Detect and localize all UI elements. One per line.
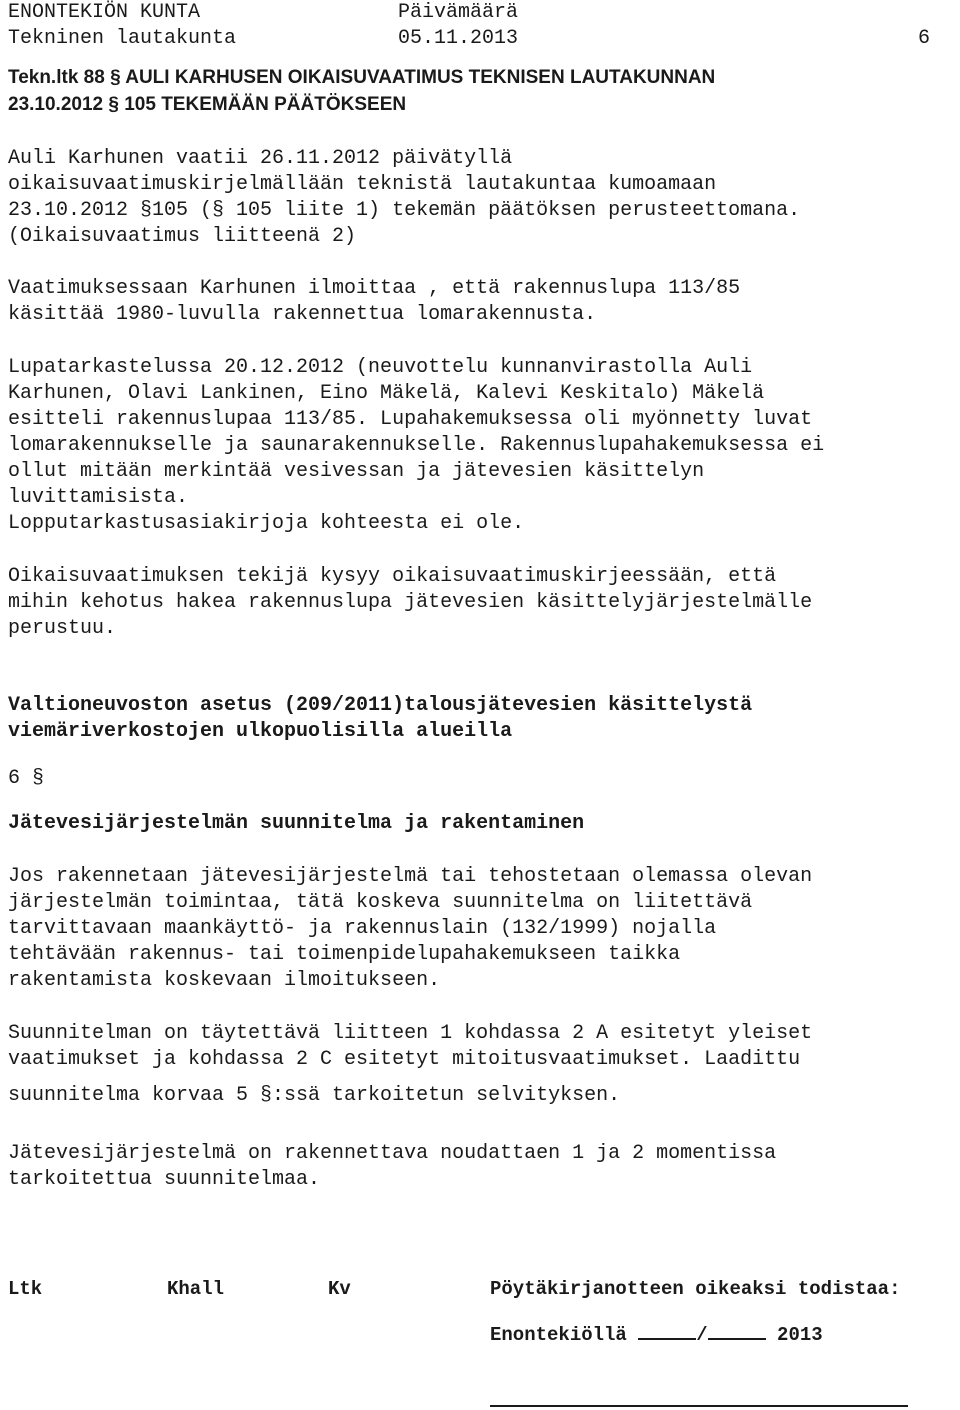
p2-line: Vaatimuksessaan Karhunen ilmoittaa , että rakennuslupa 113/85 (8, 277, 741, 300)
title-line-1: Tekn.ltk 88 § AULI KARHUSEN OIKAISUVAATIMUS TEKNISEN LAUTAKUNNAN (8, 67, 716, 88)
r1-line: tehtävään rakennus- tai toimenpidelupahakemukseen taikka (8, 943, 681, 966)
p4-line: perustuu. (8, 617, 117, 640)
date-label: Päivämäärä (398, 1, 519, 24)
page-number: 6 (918, 27, 931, 50)
section-subheading: Jätevesijärjestelmän suunnitelma ja rakentaminen (8, 812, 585, 835)
footer-khall: Khall (167, 1278, 225, 1300)
p3-line: Lopputarkastusasiakirjoja kohteesta ei ole. (8, 512, 525, 535)
date-separator: / (696, 1324, 708, 1346)
p2-line: käsittää 1980-luvulla rakennettua lomarakennusta. (8, 303, 597, 326)
p4-line: Oikaisuvaatimuksen tekijä kysyy oikaisuvaatimuskirjeessään, että (8, 565, 777, 588)
footer-ltk: Ltk (8, 1278, 43, 1300)
regulation-heading: Valtioneuvoston asetus (209/2011)talousjätevesien käsittelystä (8, 694, 753, 717)
org-name: ENONTEKIÖN KUNTA (8, 1, 201, 24)
r2-line: Suunnitelman on täytettävä liitteen 1 kohdassa 2 A esitetyt yleiset (8, 1022, 813, 1045)
board-name: Tekninen lautakunta (8, 27, 237, 50)
p1-line: 23.10.2012 §105 (§ 105 liite 1) tekemän päätöksen perusteettomana. (8, 199, 801, 222)
signature-line (490, 1405, 908, 1407)
meeting-date: 05.11.2013 (398, 27, 519, 50)
p1-line: Auli Karhunen vaatii 26.11.2012 päivätyllä (8, 147, 513, 170)
r3-line: tarkoitettua suunnitelmaa. (8, 1168, 321, 1191)
title-line-2: 23.10.2012 § 105 TEKEMÄÄN PÄÄTÖKSEEN (8, 94, 407, 115)
section-number: 6 § (8, 767, 45, 790)
regulation-heading: viemäriverkostojen ulkopuolisilla alueilla (8, 720, 513, 743)
r2-line: suunnitelma korvaa 5 §:ssä tarkoitetun selvityksen. (8, 1084, 621, 1107)
r1-line: järjestelmän toimintaa, tätä koskeva suunnitelma on liitettävä (8, 891, 753, 914)
r2-line: vaatimukset ja kohdassa 2 C esitetyt mitoitusvaatimukset. Laadittu (8, 1048, 801, 1071)
r1-line: tarvittavaan maankäyttö- ja rakennuslain (132/1999) nojalla (8, 917, 717, 940)
r3-line: Jätevesijärjestelmä on rakennettava noudattaen 1 ja 2 momentissa (8, 1142, 777, 1165)
p1-line: oikaisuvaatimuskirjelmällään teknistä lautakuntaa kumoamaan (8, 173, 717, 196)
p1-line: (Oikaisuvaatimus liitteenä 2) (8, 225, 357, 248)
r1-line: rakentamista koskevaan ilmoitukseen. (8, 969, 441, 992)
year-label: 2013 (777, 1324, 823, 1346)
p3-line: Lupatarkastelussa 20.12.2012 (neuvottelu kunnanvirastolla Auli (8, 356, 753, 379)
place-label: Enontekiöllä (490, 1324, 627, 1346)
p3-line: Karhunen, Olavi Lankinen, Eino Mäkelä, Kalevi Keskitalo) Mäkelä (8, 382, 765, 405)
certify-label: Pöytäkirjanotteen oikeaksi todistaa: (490, 1278, 901, 1300)
p4-line: mihin kehotus hakea rakennuslupa jätevesien käsittelyjärjestelmälle (8, 591, 813, 614)
p3-line: luvittamisista. (8, 486, 189, 509)
p3-line: ollut mitään merkintää vesivessan ja jätevesien käsittelyn (8, 460, 705, 483)
footer-kv: Kv (328, 1278, 351, 1300)
month-blank (708, 1320, 766, 1340)
p3-line: esitteli rakennuslupaa 113/85. Lupahakemuksessa oli myönnetty luvat (8, 408, 813, 431)
p3-line: lomarakennukselle ja saunarakennukselle. Rakennuslupahakemuksessa ei (8, 434, 825, 457)
signature-date-line (490, 1320, 823, 1348)
r1-line: Jos rakennetaan jätevesijärjestelmä tai tehostetaan olemassa olevan (8, 865, 813, 888)
day-blank (638, 1320, 696, 1340)
